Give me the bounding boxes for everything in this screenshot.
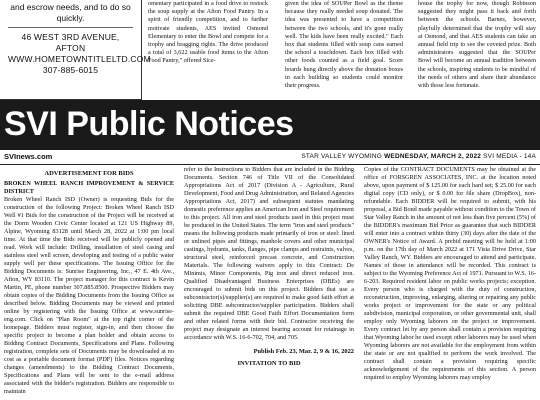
notice-text: refer to the Instructions to Bidders that are included in the Bidding Documents. Section 746 of Title VII of the Consolidated Appropriations Act of 2017 (Division A - Agriculture, Rural Development, Food and Drug Administration, and Related Agencies Appropriations Act, 2017) and subsequent statutes mandating domestic preference applies an American Iron and Steel requirement to this project. All iron and steel products used in this project must be produced in the United States. The term "iron and steel products" means the following products made primarily of iron or steel: lined or unlined pipes and fittings, manhole covers and other municipal castings, hydrants, tanks, flanges, pipe clamps and restraints, valves, structural steel, reinforced precast concrete, and Construction Materials. The following waivers apply to this Contract: De Minimis, Minor Components, Pig iron and direct reduced iron. Qualified Disadvantaged Business Enterprises (DBEs) are encouraged to submit bids on this project. Bidders that use a subcontractor(s)/supplier(s) are required to make good faith effort at soliciting DBE subcontractor/supplier participation. Bidders shall submit the required DBE Good Faith Effort Documentation form and other related forms with their bid. Contractor receiving the project may designate an interest bearing account for retainage in accordance with W.S. 16-6-702, 704, and 705. (184, 166, 354, 341)
section-info-strip (0, 150, 540, 165)
ad-website[interactable]: WWW.HOMETOWNTITLELTD.COM (8, 54, 151, 64)
notice-heading: ADVERTISEMENT FOR BIDS (44, 170, 134, 177)
notice-column-1 (4, 166, 174, 400)
notice-text: Copies of the CONTRACT DOCUMENTS may be obtained at the office of FORSGREN ASSOCIATES, INC. at the location noted above, upon payment of $ 125.00 for each hard set; $ 25.00 for each digital copy (CD only), or $ 0.00 for file share (DropBox), non-refundable. Each BIDDER will be required to submit, with his proposal, a Bid Bond made payable without condition to the Town of Star Valley Ranch in the amount of not less than five percent (5%) of the BIDDER's maximum Bid Price as guarantee that such BIDDER will enter into a contract within thirty (30) days after the date of the OWNER's Notice of Award. A prebid meeting will be held at 1:00 p.m. on the 17th day of March 2022 at 171 Vista Drive Drive, Star Valley Ranch, WY. Bidders are encouraged to attend and participate. Names of those in attendance will be recorded. This contract is subject to the Wyoming Preference Act of 1971. Pursuant to W.S. 16-6-203. Required resident labor on public works projects; exception. Every person who is charged with the duty of construction, reconstruction, improving, enlarging, altering or repairing any public works project or improvement for the state or any political subdivision, municipal corporation, or other governmental unit, shall employ only Wyoming laborers on the project or improvement. Every contract let by any person shall contain a provision requiring that Wyoming labor be used except other laborers may be used when Wyoming laborers are not available for the employment from within the state or are not qualified to perform the work involved. The contract shall contain a provision requiring specific acknowledgement of the requirements of this section. A person required to employ Wyoming laborers may employ (364, 166, 536, 381)
notice-subheading: BROKEN WHEEL RANCH IMPROVEMENT & SERVICE DISTRICT (4, 180, 174, 195)
notice-column-3 (364, 166, 536, 400)
edition-info (301, 153, 536, 160)
ad-divider (8, 27, 133, 28)
edition-page: SVI MEDIA - 14A (483, 153, 536, 160)
publish-dates: Publish Feb. 23, Mar. 2, 9 & 16, 2022 (253, 348, 354, 355)
notice-column-2 (184, 166, 354, 400)
article-column-3: house the trophy for now, though Robinson suggested they might pass it back and forth between the schools. Barnes, however, playfully determined that the trophy will stay at Osmond, and that AES students can take an annual field trip to see the coveted prize. Both administrators suggested that the SOUPer Bowl will become an annual tradition between the schools, inspiring students to be mindful of the needs of others and share their abundance with those less fortunate. (418, 0, 536, 90)
section-title: SVI Public Notices (4, 105, 294, 143)
ad-phone: 307-885-6015 (42, 65, 99, 75)
edition-location: STAR VALLEY WYOMING (301, 153, 383, 160)
notices-body (0, 166, 540, 400)
notice-text: Broken Wheel Ranch ISD (Owner) is requesting Bids for the construction of the following Project: Broken Wheel Ranch ISD Well #1 Bids for the construction of the Project will be received at the Dorm Wooden Civic Center located at 121 US Highway 89, Alpine, Wyoming 83128 until March 28, 2022 at 1:00 pm local time. At that time the Bids received will be publicly opened and read. Work will include: Drilling, installation of steel casing and stainless steel well screen, developing and testing of a public water supply well per these specifications. The Issuing Office for the Bidding Documents is: Sunrise Engineering, Inc., 47 E. 4th Ave., Afton, WY 83110. The project manager for this contract is Kevin Martin, PE, phone number 307.885.8500. Prospective Bidders may obtain copies of the Bidding Documents from the Issuing Office as described below. Bidding Documents may be viewed and printed online by registering with the Issuing Office at www.sunrise-eng.com. Click on "Plan Room" at the top right corner of the homepage. Bidders must register, sign-in, and then choose the specific project to become a plan holder and obtain access to Bidding Contract Documents, Specifications and Plans. Following registration, complete sets of Documents may be downloaded at no cost as a portable document format (PDF) files. Notices regarding changes (amendments) to the Bidding Contract Documents, Specifications and Plans will be sent to the e-mail address associated with the bidder's registration. Bidders are responsible to maintain (4, 196, 174, 395)
title-company-ad (0, 0, 151, 100)
ad-tagline: and escrow needs, and to do so quickly. (10, 2, 131, 23)
article-column-2: given the idea of SOUPer Bowl as the theme because they really needed soup donated. The idea was presented to have a competition between the two schools, and it's gone really well. The kids have been really excited." Each box that students filled with soup cans earned the school a touchdown. Each box filled with other foods counted as a field goal. Score boards hung directly above the donation boxes in each building so students could monitor their progress. (285, 0, 403, 90)
top-section (0, 0, 540, 100)
public-notices-banner (0, 100, 540, 150)
notice-heading: INVITATION TO BID (237, 360, 301, 367)
site-link[interactable]: SVInews.com (4, 152, 53, 161)
article-column-1: omentary participated in a food drive to restock the soup supply at the Afton Food Pantry. In a spirit of friendly competition, and to further motivate students, AES invited Osmond Elementary to enter the Bowl and compete for a trophy and bragging rights. The drive produced a total of 3,622 usable food items to the Afton Food Pantry," offered Sice- (148, 0, 268, 65)
edition-date: WEDNESDAY, MARCH 2, 2022 (384, 153, 482, 160)
ad-address: 46 WEST 3RD AVENUE, AFTON (21, 32, 120, 53)
